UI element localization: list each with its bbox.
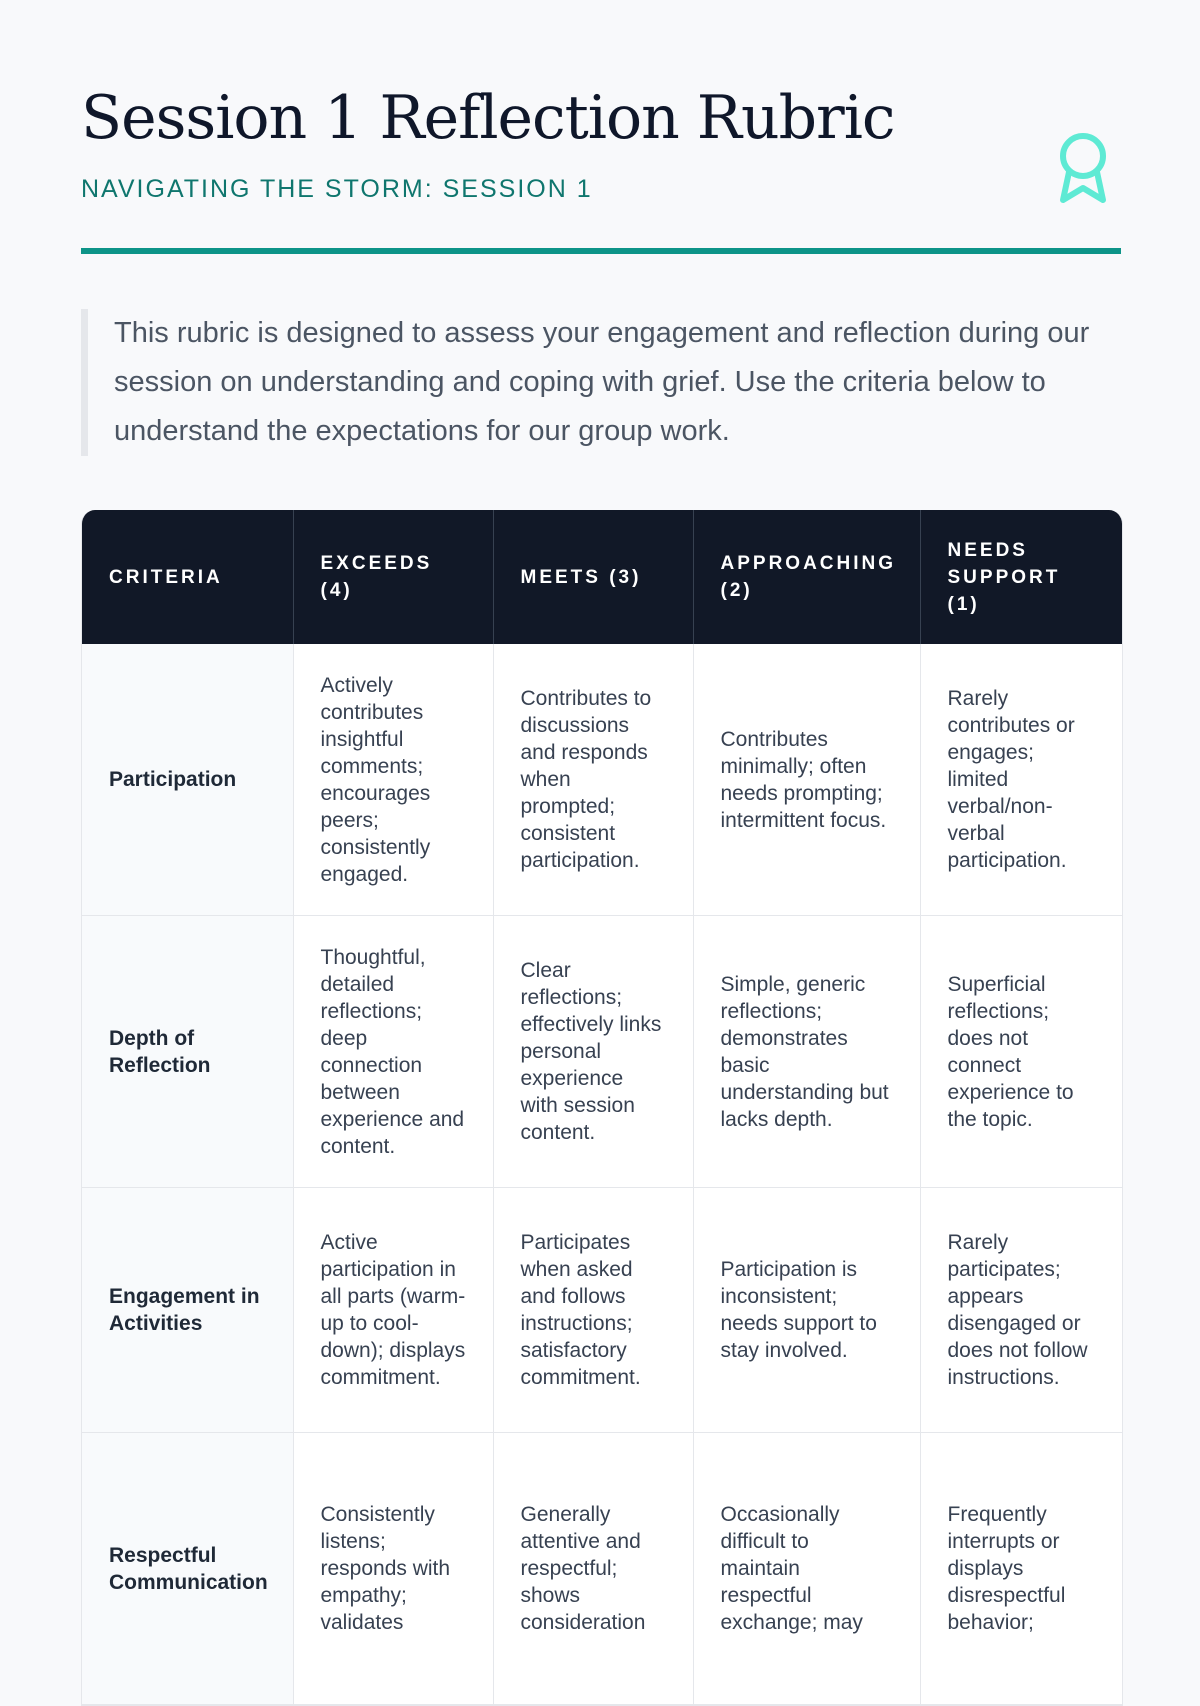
approaching-cell: Simple, generic reflections; demonstrates basic understanding but lacks depth. (693, 916, 920, 1188)
criteria-cell: Engagement in Activities (82, 1188, 293, 1433)
column-header-needs-support: NEEDS SUPPORT (1) (920, 510, 1122, 644)
column-header-approaching: APPROACHING (2) (693, 510, 920, 644)
table-row (82, 1433, 1122, 1705)
needs-support-cell: Superficial reflections; does not connect experience to the topic. (920, 916, 1122, 1188)
rubric-page (81, 0, 1121, 1634)
table-row (82, 1188, 1122, 1433)
approaching-cell: Participation is inconsistent; needs support to stay involved. (693, 1188, 920, 1433)
table-header-row (82, 510, 1122, 644)
exceeds-cell: Consistently listens; responds with empathy; validates (293, 1433, 493, 1705)
exceeds-cell: Thoughtful, detailed reflections; deep connection between experience and content. (293, 916, 493, 1188)
page-title: Session 1 Reflection Rubric (81, 83, 895, 153)
meets-cell: Generally attentive and respectful; shows consideration (493, 1433, 693, 1705)
exceeds-cell: Actively contributes insightful comments; encourages peers; consistently engaged. (293, 644, 493, 916)
rubric-table-container (81, 510, 1123, 1706)
column-header-exceeds: EXCEEDS (4) (293, 510, 493, 644)
award-ribbon-icon (1057, 130, 1109, 206)
approaching-cell: Occasionally difficult to maintain respectful exchange; may (693, 1433, 920, 1705)
table-row (82, 916, 1122, 1188)
needs-support-cell: Rarely contributes or engages; limited verbal/non-verbal participation. (920, 644, 1122, 916)
meets-cell: Contributes to discussions and responds when prompted; consistent participation. (493, 644, 693, 916)
needs-support-cell: Frequently interrupts or displays disrespectful behavior; (920, 1433, 1122, 1705)
table-row (82, 644, 1122, 916)
approaching-cell: Contributes minimally; often needs prompting; intermittent focus. (693, 644, 920, 916)
rubric-table (82, 510, 1122, 1705)
column-header-meets: MEETS (3) (493, 510, 693, 644)
exceeds-cell: Active participation in all parts (warm-up to cool-down); displays commitment. (293, 1188, 493, 1433)
meets-cell: Participates when asked and follows instructions; satisfactory commitment. (493, 1188, 693, 1433)
header-divider (81, 248, 1121, 254)
criteria-cell: Respectful Communication (82, 1433, 293, 1705)
criteria-cell: Participation (82, 644, 293, 916)
needs-support-cell: Rarely participates; appears disengaged or does not follow instructions. (920, 1188, 1122, 1433)
meets-cell: Clear reflections; effectively links personal experience with session content. (493, 916, 693, 1188)
intro-text: This rubric is designed to assess your engagement and reflection during our session on understanding and coping with grief. Use the criteria below to understand the expectations for our group work. (81, 309, 1121, 456)
criteria-cell: Depth of Reflection (82, 916, 293, 1188)
column-header-criteria: CRITERIA (82, 510, 293, 644)
page-header (81, 0, 1121, 254)
page-subtitle: NAVIGATING THE STORM: SESSION 1 (81, 175, 593, 203)
